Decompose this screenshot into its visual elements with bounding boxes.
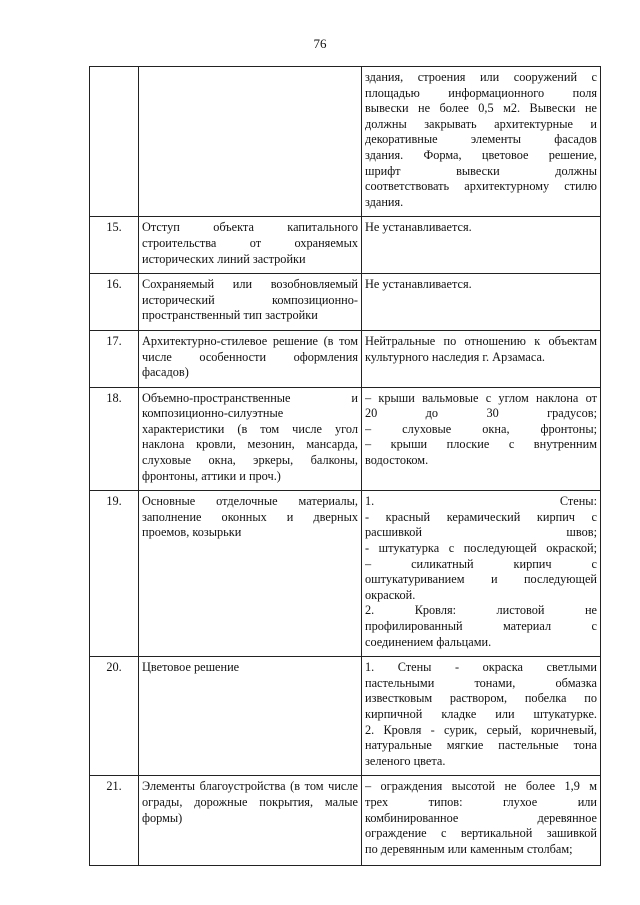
parameter-value-line: пастельными тонами, обмазка xyxy=(365,675,597,690)
row-number: 19. xyxy=(90,491,139,657)
parameter-name-line: формы) xyxy=(142,810,183,825)
parameter-name-cell xyxy=(139,217,362,274)
parameter-value-cell xyxy=(362,217,601,274)
parameter-name-line: слуховые окна, эркеры, балконы, xyxy=(142,453,358,468)
parameter-value-cell xyxy=(362,387,601,491)
parameter-value-cell xyxy=(362,491,601,657)
table-row xyxy=(90,657,601,776)
parameter-name-line: проемов, козырьки xyxy=(142,525,242,540)
parameter-value-line: культурного наследия г. Арзамаса. xyxy=(365,349,545,364)
parameter-value-line: декоративные элементы фасадов xyxy=(365,132,597,147)
parameter-value-line: – крыши вальмовые с углом наклона от xyxy=(365,390,597,405)
row-number: 15. xyxy=(90,217,139,274)
row-number xyxy=(90,67,139,217)
parameter-value-line: ограждение с вертикальной зашивкой xyxy=(365,826,597,841)
parameter-value-line: – силикатный кирпич с xyxy=(365,556,597,571)
parameter-value-line: профилированный материал с xyxy=(365,619,597,633)
table-row xyxy=(90,330,601,387)
parameter-value-line: 2. Кровля: листовой не xyxy=(365,603,597,618)
parameter-value-line: известковым раствором, побелка по xyxy=(365,691,597,706)
parameter-value-line: водостоком. xyxy=(365,453,429,468)
table-row xyxy=(90,387,601,491)
parameter-name-cell xyxy=(139,657,362,776)
parameter-name-line: заполнение оконных и дверных xyxy=(142,509,358,524)
parameter-value-line: расшивкой швов; xyxy=(365,525,597,540)
parameter-value-line: 2. Кровля - сурик, серый, коричневый, xyxy=(365,722,597,737)
parameter-value-line: здания, строения или сооружений с xyxy=(365,70,597,84)
table-row xyxy=(90,217,601,274)
parameter-name-line: числе особенности оформления xyxy=(142,349,358,364)
parameter-value-cell xyxy=(362,776,601,866)
parameter-value-cell xyxy=(362,330,601,387)
parameter-value-line: по деревянным или каменным столбам; xyxy=(365,841,573,856)
parameter-value-line: оштукатуриванием и последующей xyxy=(365,572,597,587)
table-row xyxy=(90,67,601,217)
parameter-name-line: ограды, дорожные покрытия, малые xyxy=(142,794,358,809)
row-number: 21. xyxy=(90,776,139,866)
row-number: 16. xyxy=(90,274,139,331)
parameter-name-line: Элементы благоустройства (в том числе xyxy=(142,779,358,794)
parameter-value-line: здания. Форма, цветовое решение, xyxy=(365,147,597,162)
parameter-value-line: натуральные мягкие пастельные тона xyxy=(365,738,597,753)
row-number: 18. xyxy=(90,387,139,491)
parameter-value-line: - штукатурка с последующей окраской; xyxy=(365,541,597,556)
parameter-name-cell xyxy=(139,330,362,387)
parameter-name-line: строительства от охраняемых xyxy=(142,235,358,250)
parameter-name-line: Сохраняемый или возобновляемый xyxy=(142,277,358,292)
parameter-value-line: должны закрывать архитектурные и xyxy=(365,116,597,131)
parameter-name-line: характеристики (в том числе угол xyxy=(142,421,358,436)
parameter-name-cell xyxy=(139,67,362,217)
row-number: 17. xyxy=(90,330,139,387)
parameter-value-line: вывески не более 0,5 м2. Вывески не xyxy=(365,101,597,116)
parameter-value-line: – ограждения высотой не более 1,9 м xyxy=(365,779,597,794)
parameter-name-line: Основные отделочные материалы, xyxy=(142,494,358,509)
parameter-name-line: Отступ объекта капитального xyxy=(142,220,358,235)
parameter-value-line: 1. Стены - окраска светлыми xyxy=(365,660,597,675)
table-row xyxy=(90,776,601,866)
parameter-value-line: кирпичной кладке или штукатурке. xyxy=(365,706,597,721)
parameter-name-line: наклона кровли, мезонин, мансарда, xyxy=(142,437,358,452)
parameter-value-line: Не устанавливается. xyxy=(365,220,472,235)
parameter-value-line: окраской. xyxy=(365,587,416,602)
parameter-name-line: Архитектурно-стилевое решение (в том xyxy=(142,333,358,348)
parameter-value-line: 20 до 30 градусов; xyxy=(365,406,597,421)
table-body xyxy=(90,67,601,866)
parameter-value-line: – слуховые окна, фронтоны; xyxy=(365,421,597,436)
parameter-value-line: – крыши плоские с внутренним xyxy=(365,437,597,452)
parameter-value-cell xyxy=(362,67,601,217)
parameter-name-line: Объемно-пространственные и xyxy=(142,390,358,405)
parameter-name-cell xyxy=(139,274,362,331)
regulations-table xyxy=(89,66,601,866)
parameter-name-line: Цветовое решение xyxy=(142,660,240,675)
parameter-value-line: зеленого цвета. xyxy=(365,753,446,768)
parameter-name-line: пространственный тип застройки xyxy=(142,308,318,323)
parameter-name-line: исторический композиционно- xyxy=(142,292,358,307)
parameter-value-cell xyxy=(362,657,601,776)
parameter-value-line: 1. Стены: xyxy=(365,494,597,509)
parameter-value-line: соответствовать архитектурному стилю xyxy=(365,179,597,194)
table-row xyxy=(90,274,601,331)
parameter-value-line: шрифт вывески должны xyxy=(365,163,597,178)
parameter-name-line: фронтоны, аттики и проч.) xyxy=(142,468,281,483)
parameter-value-line: площадью информационного поля xyxy=(365,85,597,100)
parameter-name-cell xyxy=(139,776,362,866)
parameter-value-cell xyxy=(362,274,601,331)
parameter-value-line: здания. xyxy=(365,194,404,209)
parameter-name-line: исторических линий застройки xyxy=(142,251,306,266)
parameter-name-cell xyxy=(139,387,362,491)
parameter-value-line: комбинированное деревянное xyxy=(365,810,597,825)
parameter-value-line: - красный керамический кирпич с xyxy=(365,509,597,524)
table-row xyxy=(90,491,601,657)
parameter-value-line: соединением фальцами. xyxy=(365,634,492,649)
parameter-name-line: композиционно-силуэтные xyxy=(142,406,284,421)
parameter-name-cell xyxy=(139,491,362,657)
parameter-value-line: Нейтральные по отношению к объектам xyxy=(365,333,597,348)
parameter-value-line: Не устанавливается. xyxy=(365,277,472,292)
parameter-value-line: трех типов: глухое или xyxy=(365,794,597,809)
parameter-name-line: фасадов) xyxy=(142,365,189,380)
page-number: 76 xyxy=(313,36,327,51)
row-number: 20. xyxy=(90,657,139,776)
